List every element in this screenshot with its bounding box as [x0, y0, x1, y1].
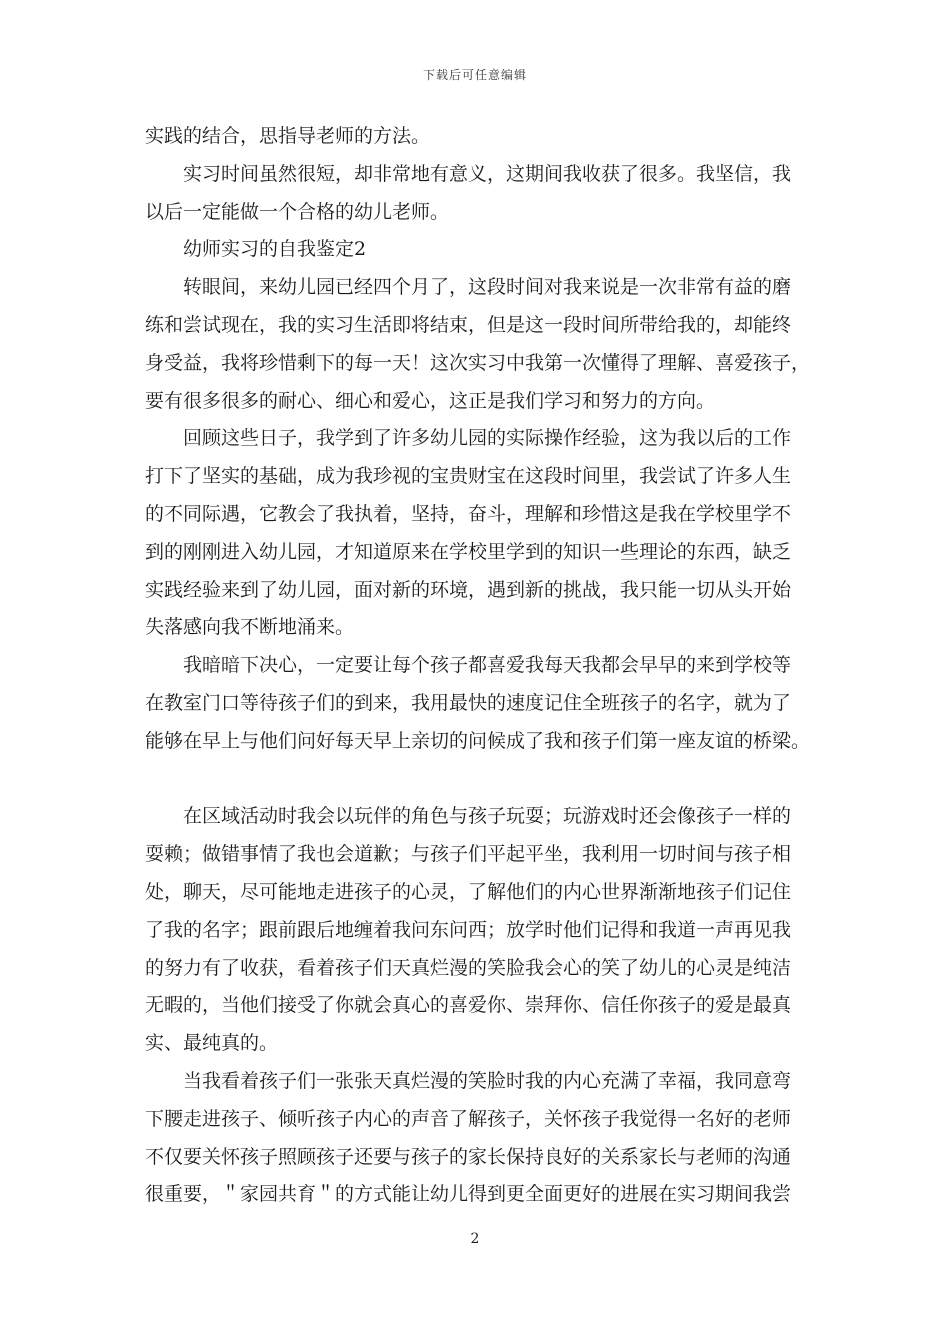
text-line: 实践经验来到了幼儿园，面对新的环境，遇到新的挑战，我只能一切从头开始 — [145, 578, 792, 601]
text-line: 到的刚刚进入幼儿园，才知道原来在学校里学到的知识一些理论的东西，缺乏 — [145, 540, 792, 563]
text-line: 在区域活动时我会以玩伴的角色与孩子玩耍；玩游戏时还会像孩子一样的 — [183, 805, 792, 828]
text-line: 处，聊天，尽可能地走进孩子的心灵，了解他们的内心世界渐渐地孩子们记住 — [145, 880, 792, 903]
text-line: 失落感向我不断地涌来。 — [145, 616, 355, 639]
text-line: 身受益，我将珍惜剩下的每一天！这次实习中我第一次懂得了理解、喜爱孩子， — [145, 351, 811, 374]
paragraph-continuation — [145, 118, 810, 156]
text-line: 不仅要关怀孩子照顾孩子还要与孩子的家长保持良好的关系家长与老师的沟通 — [145, 1145, 792, 1168]
text-line: 回顾这些日子，我学到了许多幼儿园的实际操作经验，这为我以后的工作 — [183, 427, 792, 450]
text-line: 耍赖；做错事情了我也会道歉；与孩子们平起平坐，我利用一切时间与孩子相 — [145, 843, 792, 866]
text-line: 实、最纯真的。 — [145, 1032, 279, 1055]
text-line: 下腰走进孩子、倾听孩子内心的声音了解孩子，关怀孩子我觉得一名好的老师 — [145, 1107, 792, 1130]
paragraph — [145, 420, 810, 647]
text-line: 在教室门口等待孩子们的到来，我用最快的速度记住全班孩子的名字，就为了 — [145, 691, 792, 714]
text-line: 以后一定能做一个合格的幼儿老师。 — [145, 200, 450, 223]
paragraph — [145, 269, 810, 420]
text-line: 的努力有了收获，看着孩子们天真烂漫的笑脸我会心的笑了幼儿的心灵是纯洁 — [145, 956, 792, 979]
text-line: 要有很多很多的耐心、细心和爱心，这正是我们学习和努力的方向。 — [145, 389, 716, 412]
text-line: 实习时间虽然很短，却非常地有意义，这期间我收获了很多。我坚信，我 — [183, 162, 792, 185]
paragraph — [145, 156, 810, 232]
document-body — [145, 118, 810, 1214]
paragraph — [145, 798, 810, 1063]
text-line: 打下了坚实的基础，成为我珍视的宝贵财宝在这段时间里，我尝试了许多人生 — [145, 465, 792, 488]
text-line: 实践的结合，思指导老师的方法。 — [145, 125, 431, 147]
page-number: 2 — [470, 1231, 480, 1247]
blank-line — [145, 761, 810, 799]
text-line: 能够在早上与他们问好每天早上亲切的问候成了我和孩子们第一座友谊的桥梁。 — [145, 729, 811, 752]
text-line: 我暗暗下决心，一定要让每个孩子都喜爱我每天我都会早早的来到学校等 — [183, 654, 792, 677]
text-line: 练和尝试现在，我的实习生活即将结束，但是这一段时间所带给我的，却能终 — [145, 313, 792, 336]
text-line: 当我看着孩子们一张张天真烂漫的笑脸时我的内心充满了幸福，我同意弯 — [183, 1069, 792, 1092]
text-line: 转眼间，来幼儿园已经四个月了，这段时间对我来说是一次非常有益的磨 — [183, 276, 792, 299]
text-line: 了我的名字；跟前跟后地缠着我问东问西；放学时他们记得和我道一声再见我 — [145, 918, 792, 941]
paragraph — [145, 647, 810, 760]
text-line: 的不同际遇，它教会了我执着，坚持，奋斗，理解和珍惜这是我在学校里学不 — [145, 502, 792, 525]
page-header: 下载后可任意编辑 — [422, 68, 527, 82]
text-line: 幼师实习的自我鉴定2 — [183, 238, 367, 261]
text-line: 很重要，＂家园共育＂的方式能让幼儿得到更全面更好的进展在实习期间我尝 — [145, 1183, 792, 1206]
section-title — [145, 231, 810, 269]
text-line: 无暇的，当他们接受了你就会真心的喜爱你、崇拜你、信任你孩子的爱是最真 — [145, 994, 792, 1017]
paragraph — [145, 1063, 810, 1214]
